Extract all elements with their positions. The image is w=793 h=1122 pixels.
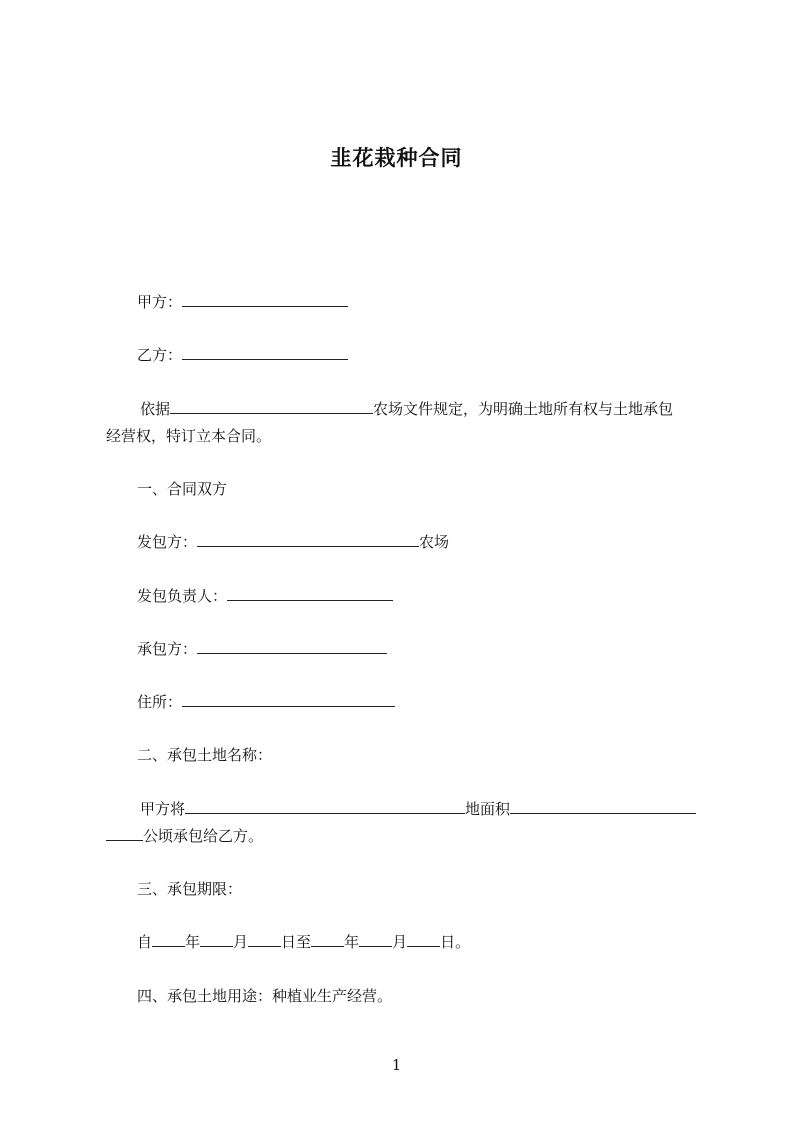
start-day-blank[interactable] (248, 932, 281, 947)
basis-line-1 (140, 399, 673, 419)
contractee-blank[interactable] (197, 639, 387, 654)
end-month-blank[interactable] (359, 932, 392, 947)
land-name-line-1 (140, 799, 696, 819)
term-from: 自 (137, 933, 153, 951)
party-b-blank[interactable] (182, 345, 348, 360)
section1-heading: 一、合同双方 (137, 480, 228, 498)
term-year-2: 年 (344, 933, 360, 951)
section3-heading: 三、承包期限： (137, 880, 243, 898)
page-number: 1 (391, 1056, 402, 1074)
address-blank[interactable] (182, 692, 395, 707)
address-line (137, 692, 395, 712)
party-a-label: 甲方： (137, 293, 183, 311)
contractee-label: 承包方： (137, 640, 198, 658)
contractor-head-blank[interactable] (227, 586, 393, 601)
basis-farm-blank[interactable] (170, 399, 373, 414)
party-b-line (137, 345, 348, 365)
area-label: 地面积 (465, 800, 511, 818)
land-name-line-2 (106, 826, 263, 846)
start-year-blank[interactable] (152, 932, 185, 947)
land-name-suffix: 公顷承包给乙方。 (143, 827, 264, 845)
contractor-head-label: 发包负责人： (137, 587, 228, 605)
party-b-label: 乙方： (137, 346, 183, 364)
section4-text: 四、承包土地用途：种植业生产经营。 (137, 987, 393, 1005)
end-day-blank[interactable] (407, 932, 440, 947)
contractor-blank[interactable] (197, 532, 419, 547)
section2-heading: 二、承包土地名称： (137, 746, 273, 764)
term-month: 月 (233, 933, 249, 951)
document-title: 韭花栽种合同 (330, 146, 463, 170)
party-a-blank[interactable] (182, 292, 348, 307)
basis-suffix: 农场文件规定，为明确土地所有权与土地承包 (373, 400, 674, 418)
area-blank[interactable] (510, 799, 696, 814)
contractor-label: 发包方： (137, 533, 198, 551)
address-label: 住所： (137, 693, 183, 711)
contractee-line (137, 639, 387, 659)
land-name-prefix: 甲方将 (140, 800, 186, 818)
basis-line-2: 经营权，特订立本合同。 (106, 427, 272, 445)
end-year-blank[interactable] (311, 932, 344, 947)
term-day-to: 日至 (281, 933, 312, 951)
area-blank-continued[interactable] (106, 826, 143, 841)
contractor-line (137, 532, 449, 552)
term-month-2: 月 (392, 933, 408, 951)
land-name-blank[interactable] (185, 799, 465, 814)
basis-prefix: 依据 (140, 400, 171, 418)
contractor-suffix: 农场 (419, 533, 450, 551)
start-month-blank[interactable] (200, 932, 233, 947)
contractor-head-line (137, 586, 393, 606)
term-year: 年 (185, 933, 201, 951)
term-day-end: 日。 (440, 933, 471, 951)
term-line (137, 932, 470, 952)
party-a-line (137, 292, 348, 312)
